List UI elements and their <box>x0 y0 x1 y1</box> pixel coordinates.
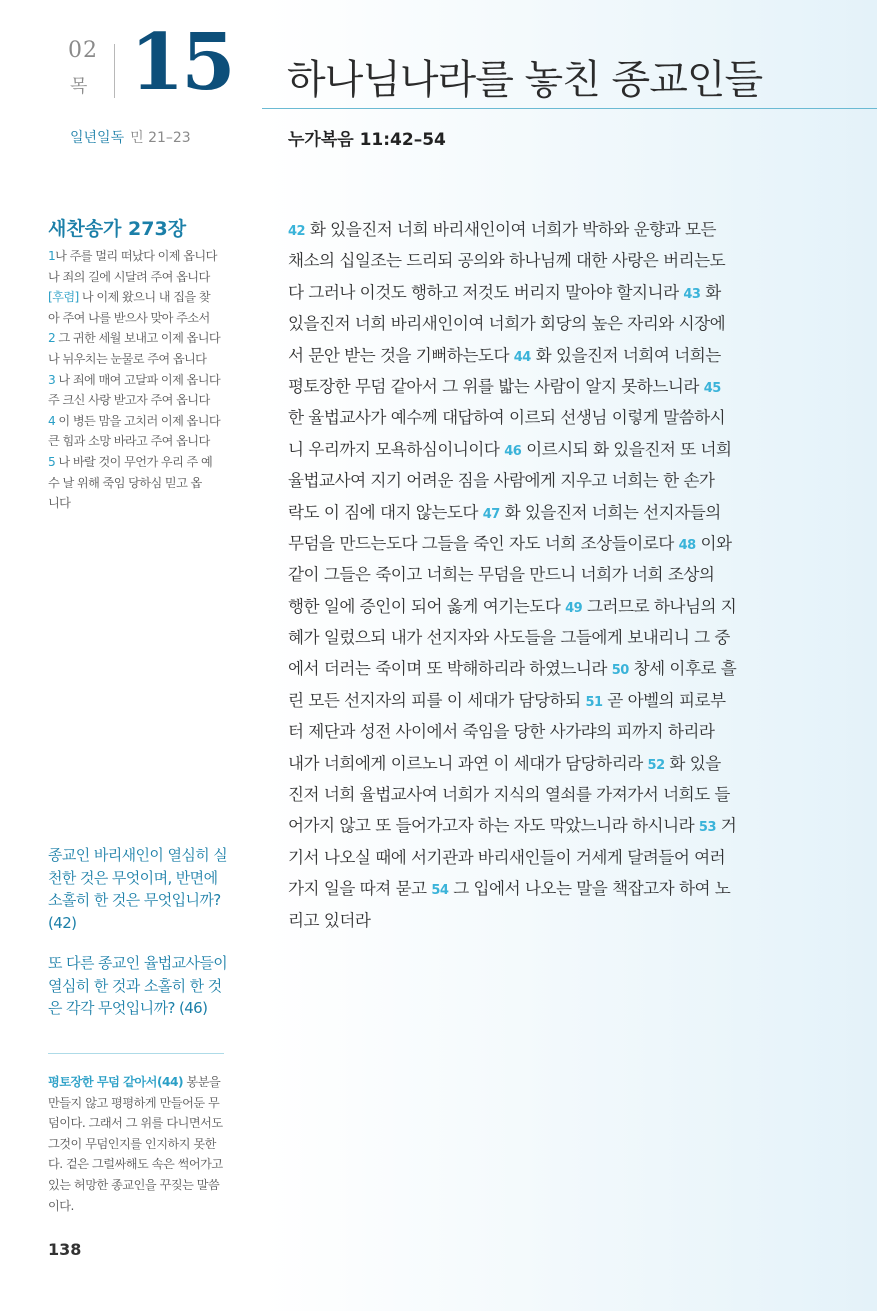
text-segment: 무덤을 만드는도다 그들을 죽인 자도 너희 조상들이로다 <box>288 533 679 553</box>
footnote-text: 봉분을 만들지 않고 평평하게 만들어둔 무덤이다. 그래서 그 위를 다니면서도 그것이 무덤인지를 인지하지 못한다. 겉은 그럴싸해도 속은 썩어가고 있는 허망한 종교인을 꾸짖는 말씀이다. <box>48 1075 223 1213</box>
reflection-questions <box>48 844 228 1038</box>
text-segment: 화 있을진저 너희는 선지자들의 <box>499 502 721 522</box>
verse-number: 51 <box>585 694 603 710</box>
scripture-line <box>288 245 788 276</box>
text-segment: 린 모든 선지자의 피를 이 세대가 담당하되 <box>288 690 586 710</box>
text-segment: 채소의 십일조는 드리되 공의와 하나님께 대한 사랑은 버리는도 <box>288 251 726 271</box>
text-segment: 서 문안 받는 것을 기뻐하는도다 <box>288 345 514 365</box>
scripture-line <box>288 308 788 339</box>
scripture-line <box>288 685 788 716</box>
hymn-line <box>48 431 228 452</box>
verse-number: 53 <box>698 820 716 836</box>
note-divider <box>48 1053 224 1054</box>
scripture-line <box>288 277 788 308</box>
verse-number: 52 <box>647 757 665 773</box>
verse-number: 43 <box>683 286 701 302</box>
scripture-line <box>288 716 788 747</box>
verse-number: 46 <box>504 443 522 459</box>
verse-number: 47 <box>482 506 500 522</box>
chorus-label: [후렴] <box>48 290 79 305</box>
scripture-line <box>288 402 788 433</box>
text-segment: 화 있을진저 너희 바리새인이여 너희가 박하와 운향과 모든 <box>305 220 716 239</box>
text-segment: 그러므로 하나님의 지 <box>582 596 737 616</box>
yearly-reading <box>70 127 191 147</box>
text-segment: 리고 있더라 <box>288 910 371 930</box>
text-segment: 그 귀한 세월 보내고 이제 옵니다 <box>55 331 221 346</box>
text-segment: 거 <box>716 816 737 836</box>
hymn-line <box>48 452 228 473</box>
verse-number: 44 <box>513 349 531 365</box>
text-segment: 나 죄에 매여 고달파 이제 옵니다 <box>55 372 221 387</box>
hymn-line <box>48 411 228 432</box>
hymn-line <box>48 246 228 267</box>
month-number: 02 <box>68 38 98 63</box>
title-rule <box>262 108 877 109</box>
scripture-line <box>288 622 788 653</box>
scripture-line <box>288 653 788 684</box>
hymn-line <box>48 308 228 329</box>
scripture-line <box>288 905 788 936</box>
scripture-line <box>288 873 788 904</box>
month-label: 목 <box>70 76 88 97</box>
yearly-reading-label: 일년일독 <box>70 130 125 146</box>
scripture-line <box>288 340 788 371</box>
page-title: 하나님나라를 놓친 종교인들 <box>287 57 763 103</box>
text-segment: 가지 일을 따져 묻고 <box>288 879 432 899</box>
header-divider <box>114 44 115 98</box>
text-segment: 이르시되 화 있을진저 또 너희 <box>521 439 732 459</box>
verse-number: 3 <box>48 372 56 387</box>
text-segment: 행한 일에 증인이 되어 옳게 여기는도다 <box>288 596 566 616</box>
hymn-line <box>48 370 228 391</box>
scripture-line <box>288 497 788 528</box>
hymn-line <box>48 473 228 494</box>
scripture-line <box>288 434 788 465</box>
scripture-text <box>288 214 788 936</box>
question-1: 종교인 바리새인이 열심히 실천한 것은 무엇이며, 반면에 소홀히 한 것은 무엇입니까? (42) <box>48 846 228 932</box>
scripture-line <box>288 842 788 873</box>
scripture-line <box>288 465 788 496</box>
hymn-line <box>48 390 228 411</box>
scripture-line <box>288 528 788 559</box>
text-segment: 락도 이 짐에 대지 않는도다 <box>288 502 483 522</box>
hymn-title: 새찬송가 273장 <box>48 218 187 240</box>
hymn-line <box>48 328 228 349</box>
text-segment: 평토장한 무덤 같아서 그 위를 밟는 사람이 알지 못하느니라 <box>288 376 704 396</box>
day-number: 15 <box>130 17 233 108</box>
verse-number: 50 <box>611 663 629 679</box>
question-2: 또 다른 종교인 율법교사들이 열심히 한 것과 소홀히 한 것은 각각 무엇입니까? (46) <box>48 954 228 1017</box>
scripture-line <box>288 779 788 810</box>
page-number: 138 <box>48 1240 82 1259</box>
text-segment: 율법교사여 지기 어려운 짐을 사람에게 지우고 너희는 한 손가 <box>288 471 715 491</box>
text-segment: 나 죄의 길에 시달려 주여 옵니다 <box>48 269 210 284</box>
text-segment: 진저 너희 율법교사여 너희가 지식의 열쇠를 가져가서 너희도 들 <box>288 785 730 805</box>
text-segment: 한 율법교사가 예수께 대답하여 이르되 선생님 이렇게 말씀하시 <box>288 408 726 428</box>
text-segment: 다 그러나 이것도 행하고 저것도 버리지 말아야 할지니라 <box>288 282 684 302</box>
hymn-line <box>48 349 228 370</box>
scripture-line <box>288 371 788 402</box>
scripture-line <box>288 748 788 779</box>
verse-number: 4 <box>48 413 56 428</box>
footnote-term: 평토장한 무덤 같아서(44) <box>48 1075 184 1089</box>
verse-number: 2 <box>48 331 56 346</box>
text-segment: 화 있을진저 너희여 너희는 <box>530 345 721 365</box>
text-segment: 같이 그들은 죽이고 너희는 무덤을 만드니 너희가 너희 조상의 <box>288 565 715 585</box>
hymn-line <box>48 493 228 514</box>
text-segment: 나 주를 멀리 떠났다 이제 옵니다 <box>55 249 217 263</box>
text-segment: 창세 이후로 흘 <box>628 659 737 679</box>
text-segment: 그 입에서 나오는 말을 책잡고자 하여 노 <box>448 879 731 899</box>
verse-number: 1 <box>48 249 56 263</box>
hymn-line <box>48 267 228 288</box>
scripture-line <box>288 810 788 841</box>
text-segment: 주 크신 사랑 받고자 주여 옵니다 <box>48 393 210 408</box>
text-segment: 수 날 위해 죽임 당하심 믿고 옵 <box>48 475 202 490</box>
text-segment: 이와 <box>695 533 732 553</box>
text-segment: 혜가 일렀으되 내가 선지자와 사도들을 그들에게 보내리니 그 중 <box>288 628 730 648</box>
text-segment: 나 이제 왔으니 내 집을 찾 <box>78 290 211 305</box>
text-segment: 화 있을 <box>664 753 721 773</box>
text-segment: 아 주여 나를 받으사 맞아 주소서 <box>48 310 210 325</box>
passage-reference: 누가복음 11:42–54 <box>288 130 446 150</box>
text-segment: 곧 아벨의 피로부 <box>602 690 726 710</box>
verse-number: 48 <box>678 537 696 553</box>
verse-number: 5 <box>48 454 56 469</box>
text-segment: 터 제단과 성전 사이에서 죽임을 당한 사가랴의 피까지 하리라 <box>288 722 715 742</box>
text-segment: 내가 너희에게 이르노니 과연 이 세대가 담당하리라 <box>288 753 648 773</box>
verse-number: 54 <box>431 883 449 899</box>
scripture-line <box>288 591 788 622</box>
verse-number: 45 <box>703 380 721 396</box>
verse-number: 42 <box>288 224 306 239</box>
text-segment: 기서 나오실 때에 서기관과 바리새인들이 거세게 달려들어 여러 <box>288 847 726 867</box>
text-segment: 큰 힘과 소망 바라고 주여 옵니다 <box>48 434 210 449</box>
hymn-lyrics <box>48 246 228 514</box>
text-segment: 나 뉘우치는 눈물로 주여 옵니다 <box>48 351 207 366</box>
text-segment: 니 우리까지 모욕하심이니이다 <box>288 439 505 459</box>
text-segment: 에서 더러는 죽이며 또 박해하리라 하였느니라 <box>288 659 612 679</box>
verse-number: 49 <box>565 600 583 616</box>
text-segment: 니다 <box>48 496 71 511</box>
scripture-line <box>288 214 788 245</box>
text-segment: 있을진저 너희 바리새인이여 너희가 회당의 높은 자리와 시장에 <box>288 314 726 334</box>
text-segment: 나 바랄 것이 무언가 우리 주 예 <box>55 454 213 469</box>
text-segment: 화 <box>700 282 721 302</box>
scripture-line <box>288 559 788 590</box>
text-segment: 이 병든 맘을 고치러 이제 옵니다 <box>55 413 221 428</box>
text-segment: 어가지 않고 또 들어가고자 하는 자도 막았느니라 하시니라 <box>288 816 699 836</box>
hymn-line <box>48 287 228 308</box>
footnote <box>48 1072 226 1216</box>
yearly-reading-ref: 민 21–23 <box>130 130 191 146</box>
